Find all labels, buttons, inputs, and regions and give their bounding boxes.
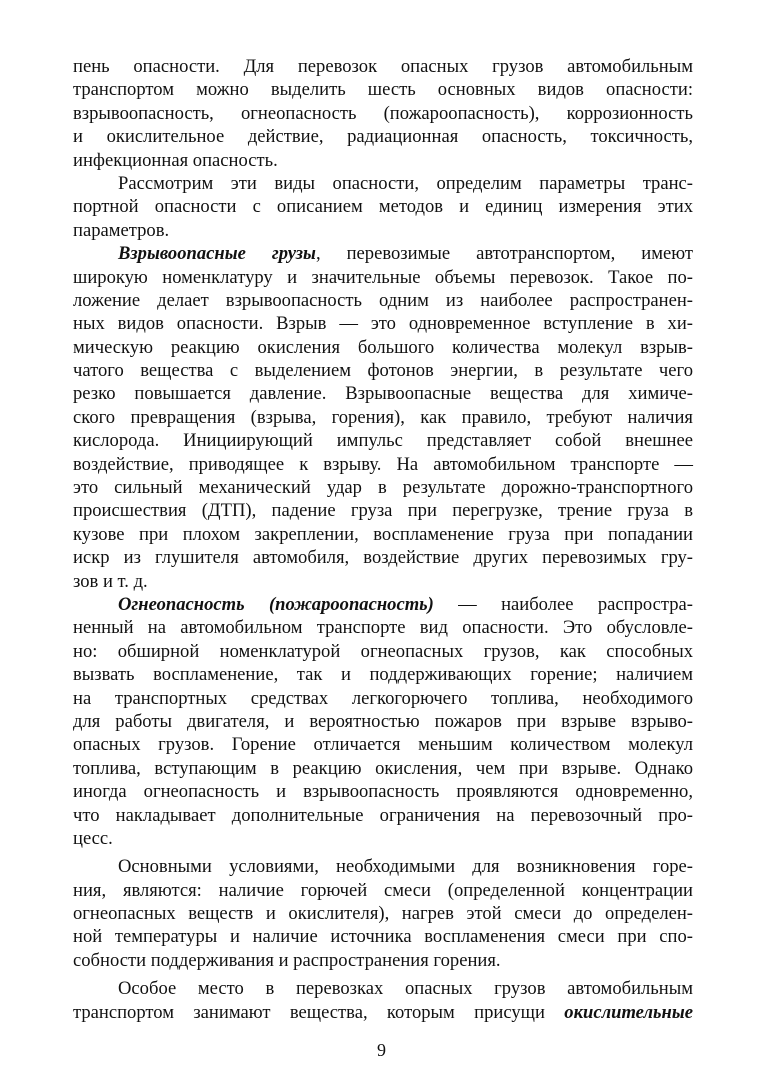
text-line: пень опасности. Для перевозок опасных грузов автомобильным: [73, 56, 693, 77]
text-line: ложение делает взрывоопасность одним из наиболее распространен-: [73, 289, 693, 311]
text-line: инфекционная опасность.: [73, 149, 278, 171]
paragraph-combustion-conditions: [73, 855, 693, 972]
text-line: широкую номенклатуру и значительные объемы перевозок. Такое по-: [73, 266, 693, 288]
text-line: ной температуры и наличие источника воспламенения смеси при спо-: [73, 926, 693, 948]
text-line: чатого вещества с выделением фотонов энергии, в результате чего: [73, 360, 693, 382]
text-line: мическую реакцию окисления большого количества молекул взрыв-: [73, 336, 693, 358]
term-oxidizing: окислительные: [564, 1001, 693, 1023]
text-line: цесс.: [73, 827, 113, 849]
text-line: огнеопасных веществ и окислителя), нагрев этой смеси до определен-: [73, 903, 693, 925]
text-line: портной опасности с описанием методов и единиц измерения этих: [73, 196, 693, 218]
text-line: Рассмотрим эти виды опасности, определим параметры транс-: [118, 172, 693, 194]
text-line: ния, являются: наличие горючей смеси (определенной концентрации: [73, 879, 693, 901]
text-line: и окислительное действие, радиационная опасность, токсичность,: [73, 126, 693, 148]
text-line: это сильный механический удар в результате дорожно-транспортного: [73, 477, 693, 499]
text-line: искр из глушителя автомобиля, воздействие других перевозимых гру-: [73, 547, 693, 569]
paragraph-explosive-cargo: [73, 242, 693, 593]
text-line: иногда огнеопасность и взрывоопасность проявляются одновременно,: [73, 781, 693, 803]
paragraph-1: [73, 55, 693, 172]
text-line: Основными условиями, необходимыми для возникновения горе-: [118, 856, 693, 878]
text-line: ных видов опасности. Взрыв — это одновременное вступление в хи-: [73, 313, 693, 335]
term-flammability: Огнеопасность (пожароопасность): [118, 593, 434, 615]
page-number: 9: [377, 1040, 386, 1060]
text-line: происшествия (ДТП), падение груза при перегрузке, трение груза в: [73, 500, 693, 522]
text-line: что накладывает дополнительные ограничения на перевозочный про-: [73, 804, 693, 826]
text-line: параметров.: [73, 219, 170, 241]
text-line: транспортом можно выделить шесть основных видов опасности:: [73, 79, 693, 101]
paragraph-flammability: [73, 593, 693, 850]
text-line: ского превращения (взрыва, горения), как правило, требуют наличия: [73, 406, 693, 428]
term-explosive-cargo: Взрывоопасные грузы: [118, 243, 316, 265]
text-line: топлива, вступающим в реакцию окисления, чем при взрыве. Однако: [73, 757, 693, 779]
text-line: для работы двигателя, и вероятностью пожаров при взрыве взрыво-: [73, 710, 693, 732]
text-fragment: транспортом занимают вещества, которым присущи: [73, 1001, 565, 1023]
text-line: [73, 593, 693, 616]
paragraph-oxidizing: [73, 977, 693, 1024]
text-line: собности поддерживания и распространения горения.: [73, 949, 501, 971]
paragraph-2: [73, 172, 693, 242]
text-fragment: — наиболее распростра-: [433, 593, 693, 615]
text-line: кислорода. Инициирующий импульс представляет собой внешнее: [73, 430, 693, 452]
text-line: взрывоопасность, огнеопасность (пожароопасность), коррозионность: [73, 102, 693, 124]
text-line: [73, 242, 693, 265]
text-line: ненный на автомобильном транспорте вид опасности. Это обусловле-: [73, 617, 693, 639]
text-line: кузове при плохом закреплении, воспламенение груза при попадании: [73, 523, 693, 545]
text-line: опасных грузов. Горение отличается меньшим количеством молекул: [73, 734, 693, 756]
text-line: воздействие, приводящее к взрыву. На автомобильном транспорте —: [73, 453, 693, 475]
text-line: вызвать воспламенение, так и поддерживающих горение; наличием: [73, 664, 693, 686]
text-line: на транспортных средствах легкогорючего топлива, необходимого: [73, 687, 693, 709]
text-fragment: , перевозимые автотранспортом, имеют: [315, 243, 693, 265]
text-line: зов и т. д.: [73, 570, 148, 592]
text-line: [73, 1001, 693, 1024]
text-line: но: обширной номенклатурой огнеопасных грузов, как способных: [73, 640, 693, 662]
text-line: Особое место в перевозках опасных грузов автомобильным: [118, 978, 693, 1000]
text-line: резко повышается давление. Взрывоопасные вещества для химиче-: [73, 383, 693, 405]
